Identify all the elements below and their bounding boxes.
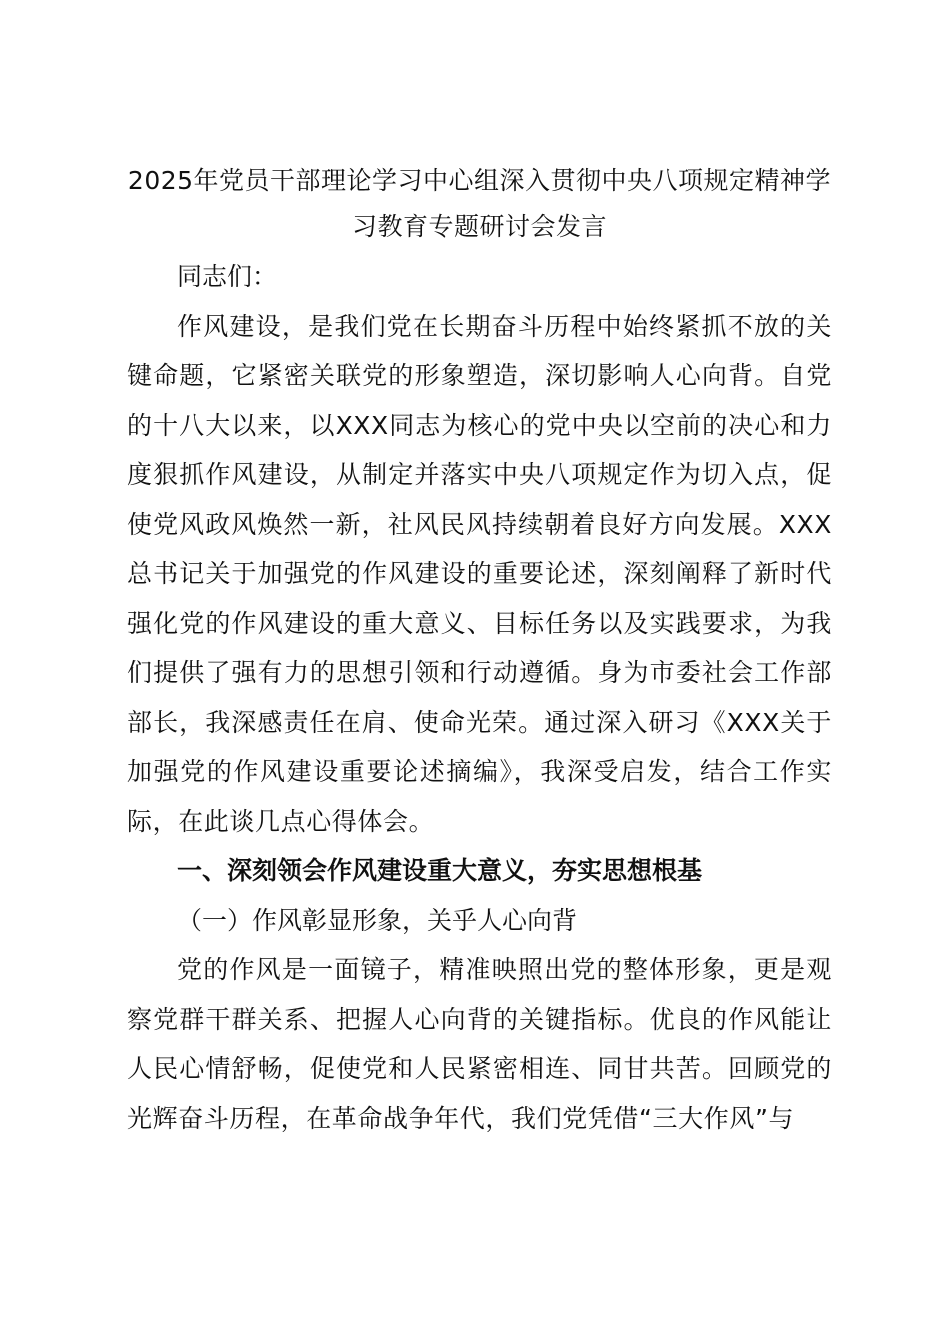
title-line-1: 2025年党员干部理论学习中心组深入贯彻中央八项规定精神学: [127, 166, 832, 195]
document-title: [127, 158, 832, 250]
subsection-heading-1: （一）作风彰显形象，关乎人心向背: [177, 905, 578, 935]
section-heading-1: 一、深刻领会作风建设重大意义，夯实思想根基: [177, 856, 703, 885]
paragraph-body: 党的作风是一面镜子，精准映照出党的整体形象，更是观察党群干群关系、把握人心向背的关键指标。优良的作风能让人民心情舒畅，促使党和人民紧密相连、同甘共苦。回顾党的光辉奋斗历程，在革命战争年代，我们党凭借“三大作风”与: [127, 955, 832, 1133]
document-body: [127, 158, 832, 1143]
salutation: 同志们：: [177, 262, 278, 291]
title-line-2: 习教育专题研讨会发言: [351, 212, 607, 241]
paragraph-intro: 作风建设，是我们党在长期奋斗历程中始终紧抓不放的关键命题，它紧密关联党的形象塑造，深切影响人心向背。自党的十八大以来，以XXX同志为核心的党中央以空前的决心和力度狠抓作风建设，从制定并落实中央八项规定作为切入点，促使党风政风焕然一新，社风民风持续朝着良好方向发展。XXX总书记关于加强党的作风建设的重要论述，深刻阐释了新时代强化党的作风建设的重大意义、目标任务以及实践要求，为我们提供了强有力的思想引领和行动遵循。身为市委社会工作部部长，我深感责任在肩、使命光荣。通过深入研习《XXX关于加强党的作风建设重要论述摘编》，我深受启发，结合工作实际，在此谈几点心得体会。: [127, 311, 832, 836]
